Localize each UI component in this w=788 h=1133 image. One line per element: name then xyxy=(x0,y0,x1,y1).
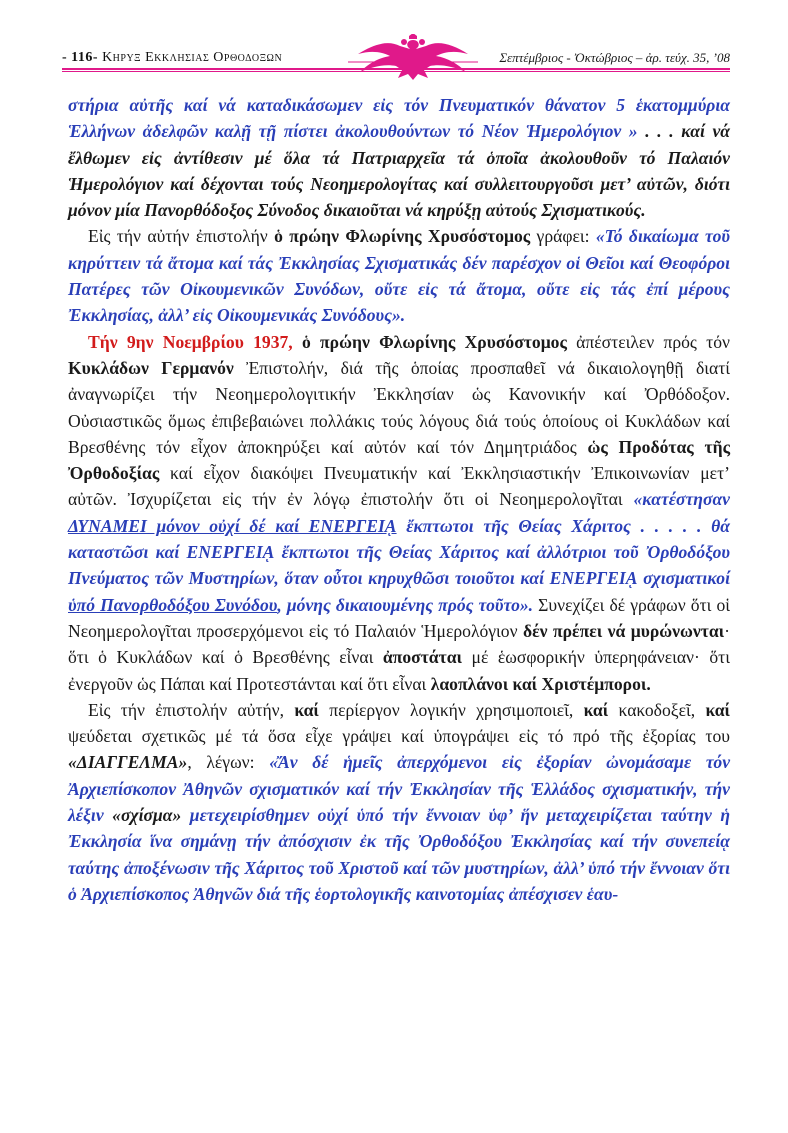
quote-text: «κατέστησαν xyxy=(633,489,730,510)
text: ψεύδεται σχετικῶς μέ τά ὅσα εἶχε γράψει καί ὑπογράψει εἰς τό πρό τῆς ἐξορίας του xyxy=(68,726,730,747)
text: μέ ἑωσφορικήν ὑπερηφάνειαν· ὅτι ἐνεργοῦν ὡς Πάπαι καί Προτεστάνται καί ὅτι εἶναι xyxy=(68,647,730,694)
text: κακοδοξεῖ, xyxy=(608,699,706,720)
text: Εἰς τήν ἐπιστολήν αὐτήν, xyxy=(88,699,295,720)
quote-underlined: ὑπό Πανορθοδόξου Συνόδου xyxy=(68,594,278,615)
paragraph-1 xyxy=(68,92,730,223)
text: Εἰς τήν αὐτήν ἐπιστολήν xyxy=(88,226,275,247)
bold-name: ὁ πρώην Φλωρίνης Χρυσόστομος xyxy=(274,226,531,247)
bold-name: ὁ πρώην Φλωρίνης Χρυσόστομος xyxy=(292,331,567,352)
text: · ὅτι ὁ Κυκλάδων καί ὁ Βρεσθένης εἶναι xyxy=(68,620,730,668)
paragraph-2 xyxy=(68,223,730,328)
header-rule xyxy=(62,68,730,70)
date-text: Τήν 9ην Νοεμβρίου 1937, xyxy=(88,331,293,352)
bold-italic-text: «σχίσμα» xyxy=(112,805,182,826)
quote-text: ἔκπτωτοι τῆς Θείας Χάριτος . . . . . θά καταστῶσι καί ΕΝΕΡΓΕΙᾼ ἔκπτωτοι τῆς Θείας Χάριτος καί ἀλλότριοι τοῦ Ὀρθοδόξου Πνεύματος τῶν Μυστηρίων, ὅταν οὗτοι κηρυχθῶσι τοιοῦτοι καί ΕΝΕΡΓΕΙᾼ σχισματικοί xyxy=(68,515,730,589)
publication-title: Κηρυξ Εκκλησιας Ορθοδοξων xyxy=(102,50,283,65)
text: , λέγων: xyxy=(187,752,270,773)
article-body xyxy=(68,92,730,907)
bold-italic-text: «ΔΙΑΓΓΕΛΜΑ» xyxy=(68,752,188,773)
bold-text: καί xyxy=(705,699,730,720)
text: Συνεχίζει δέ γράφων ὅτι οἱ Νεοημερολογῖται προσερχόμενοι εἰς τό Παλαιόν Ἡμερολόγιον xyxy=(68,594,730,641)
page-header xyxy=(62,40,730,80)
bold-text: καί xyxy=(583,699,609,720)
quote-underlined: ΔΥΝΑΜΕΙ μόνον οὐχί δέ καί ΕΝΕΡΓΕΙᾼ xyxy=(68,515,397,536)
paragraph-3 xyxy=(68,329,730,697)
bold-text: καί xyxy=(294,699,319,720)
quote-text: «Τό δικαίωμα τοῦ κηρύττειν τά ἄτομα καί τάς Ἐκκλησίας Σχισματικάς δέν παρέσχον οἱ Θεῖοι καί Θεοφόροι Πατέρες τῶν Οἰκουμενικῶν Συνόδων, οὔτε εἰς τά ἄτομα, οὔτε εἰς τάς ἐπί μέρους Ἐκκλησίας, ἀλλ’ εἰς Οἰκουμενικάς Συνόδους». xyxy=(68,226,730,326)
quote-text: , μόνης δικαιουμένης πρός τοῦτο». xyxy=(277,594,534,615)
text: Ἐπιστολήν, διά τῆς ὁποίας προσπαθεῖ νά δικαιολογηθῇ διατί ἀναγνωρίζει τήν Νεοημερολογιτικήν Ἐκκλησίαν ὡς Κανονικήν καί Ὀρθόδοξον. Οὐσιαστικῶς ὅμως ἐπιβεβαιώνει πολλάκις τούς λόγους διά τούς ὁποίους οἱ Κυκλάδων καί Βρεσθένης τόν εἶχον ἀποκηρύξει καί αὐτόν καί τόν Δημητριάδος xyxy=(68,357,730,457)
bold-name: Κυκλάδων Γερμανόν xyxy=(68,357,234,378)
issue-info: Σεπτέμβριος - Ὀκτώβριος – ἀρ. τεύχ. 35, ’08 xyxy=(499,50,730,65)
quote-text: «Ἄν δέ ἡμεῖς ἀπερχόμενοι εἰς ἐξορίαν ὠνομάσαμε τόν Ἀρχιεπίσκοπον Ἀθηνῶν σχισματικόν καί τήν Ἐκκλησίαν τῆς Ἑλλάδος σχισματικήν, τήν λέξιν xyxy=(68,752,731,826)
quote-text: μετεχειρίσθημεν οὐχί ὑπό τήν ἔννοιαν ὑφ’ ἥν μεταχειρίζεται ταύτην ἡ Ἐκκλησία ἵνα σημάνῃ τήν ἀπόσχισιν ἐκ τῆς Ὀρθοδόξου Ἐκκλησίας καί τήν συνεπείᾳ ταύτης ἀποξένωσιν τῆς Χάριτος τοῦ Χριστοῦ καί τῶν μυστηρίων, ἀλλ’ ὑπό τήν ἔννοιαν ὅτι ὁ Ἀρχιεπίσκοπος Ἀθηνῶν διά τῆς ἑορτολογικῆς καινοτομίας ἀπέσχισεν ἑαυ- xyxy=(68,805,730,904)
bold-text: δέν πρέπει νά μυρώνωνται xyxy=(523,620,725,641)
text: ἀπέστειλεν πρός τόν xyxy=(566,331,730,352)
bold-italic-text: . . . καί νά ἔλθωμεν εἰς ἀντίθεσιν μέ ὅλα τά Πατριαρχεῖα τά ὁποῖα ἀκολουθοῦν τό Παλαιόν Ἡμερολόγιον καί δέχονται τούς Νεοημερολογίτας καί συλλειτουργοῦσι μετ’ αὐτῶν, διότι μόνον μία Πανορθόδοξος Σύνοδος δικαιοῦται νά κηρύξῃ αὐτούς Σχισματικούς. xyxy=(68,121,731,221)
header-left xyxy=(62,50,282,66)
text: καί εἶχον διακόψει Πνευματικήν καί Ἐκκλησιαστικήν Ἐπικοινωνίαν μετ’ αὐτῶν. Ἰσχυρίζεται εἰς τήν ἐν λόγῳ ἐπιστολήν ὅτι οἱ Νεοημερολογῖται xyxy=(68,463,730,510)
text: περίεργον λογικήν χρησιμοποιεῖ, xyxy=(318,699,584,720)
bold-text: ὡς Προδότας τῆς Ὀρθοδοξίας xyxy=(68,436,730,484)
double-headed-eagle-icon xyxy=(338,34,488,84)
header-rule-thin xyxy=(62,71,730,72)
quote-text: στήρια αὐτῆς καί νά καταδικάσωμεν εἰς τόν Πνευματικόν θάνατον 5 ἑκατομμύρια Ἑλλήνων ἀδελφῶν καλῇ τῇ πίστει ἀκολουθούντων τό Νέον Ἡμερολόγιον » xyxy=(68,95,730,142)
bold-text: ἀποστάται xyxy=(382,647,463,668)
text: γράφει: xyxy=(530,226,596,247)
bold-text: λαοπλάνοι καί Χριστέμποροι. xyxy=(430,673,651,694)
paragraph-4 xyxy=(68,697,730,907)
page-number: - 116- xyxy=(62,50,99,65)
